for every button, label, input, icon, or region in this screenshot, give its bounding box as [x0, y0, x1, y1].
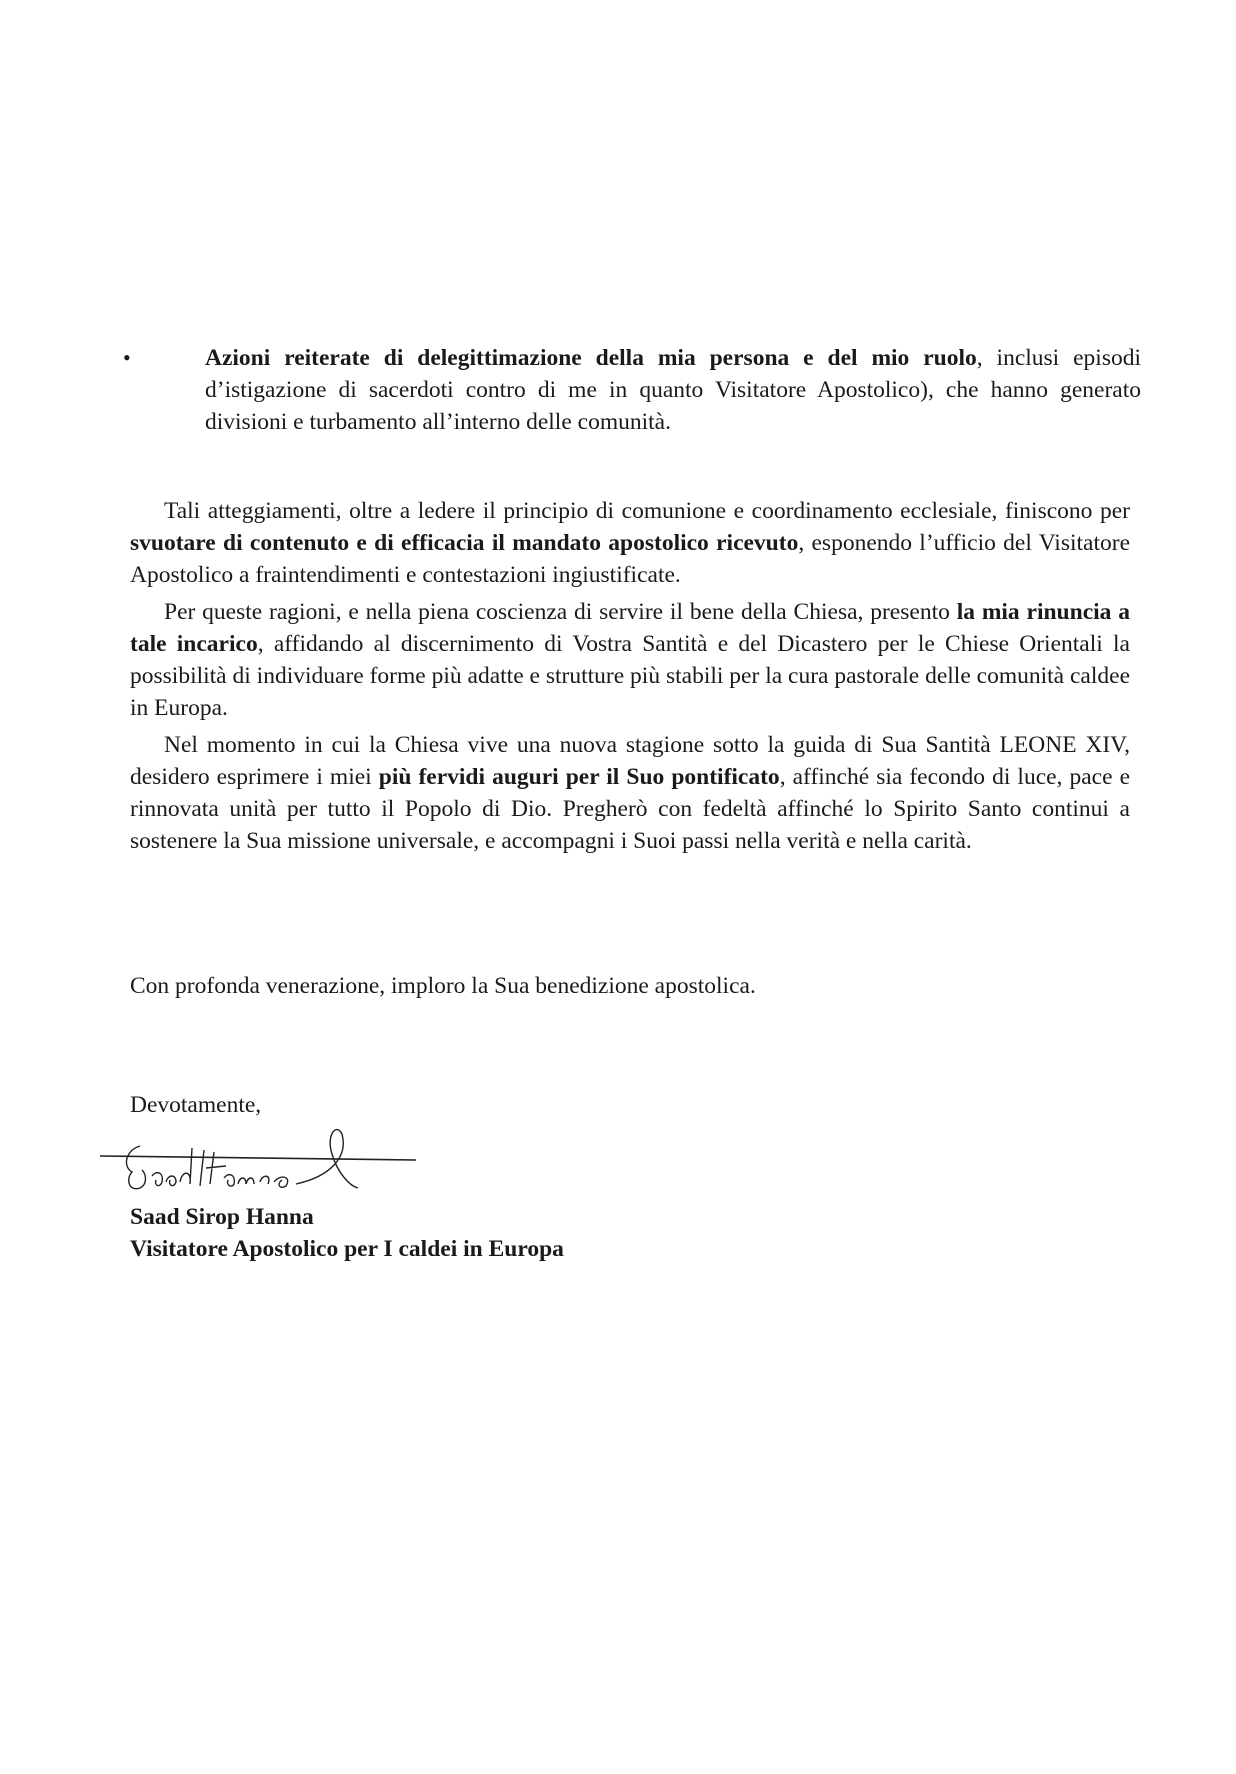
bullet-bold: Azioni reiterate di delegittimazione della mia persona e del mio ruolo: [205, 345, 977, 371]
para2-text-b: , affidando al discernimento di Vostra Santità e del Dicastero per le Chiese Orientali la possibilità di individuare forme più adatte e strutture più stabili per la cura pastorale delle comunità caldee in Europa.: [130, 631, 1130, 721]
bullet-rest: , inclusi episodi d’istigazione di sacerdoti contro di me in quanto Visitatore Apostolico), che hanno generato divisioni e turbamento all’interno delle comunità.: [205, 345, 1141, 435]
signer-name: Saad Sirop Hanna: [130, 1204, 314, 1230]
para2-bold: la mia rinuncia a tale incarico: [130, 599, 1130, 657]
paragraph-1: [130, 495, 1130, 591]
paragraph-3: [130, 729, 1130, 857]
para3-bold: più fervidi auguri per il Suo pontificato: [378, 764, 780, 790]
para1-text-a: Tali atteggiamenti, oltre a ledere il principio di comunione e coordinamento ecclesiale, finiscono per: [164, 498, 1130, 524]
paragraph-2: [130, 596, 1130, 724]
para3-text-a: Nel momento in cui la Chiesa vive una nuova stagione sotto la guida di Sua Santità LEONE XIV, desidero esprimere i miei: [130, 732, 1130, 790]
salutation: Devotamente,: [130, 1092, 262, 1118]
para1-text-b: , esponendo l’ufficio del Visitatore Apostolico a fraintendimenti e contestazioni ingiustificate.: [130, 530, 1130, 588]
signature-icon: [96, 1126, 426, 1206]
para2-text-a: Per queste ragioni, e nella piena coscienza di servire il bene della Chiesa, presento: [164, 599, 957, 625]
para1-bold: svuotare di contenuto e di efficacia il mandato apostolico ricevuto: [130, 530, 799, 556]
bullet-text: [205, 342, 1141, 438]
bullet-icon: •: [123, 345, 131, 370]
para3-text-b: , affinché sia fecondo di luce, pace e rinnovata unità per tutto il Popolo di Dio. Pregherò con fedeltà affinché lo Spirito Santo continui a sostenere la Sua missione universale, e accompagni i Suoi passi nella verità e nella carità.: [130, 764, 1131, 854]
closing-line: Con profonda venerazione, imploro la Sua benedizione apostolica.: [130, 973, 756, 999]
signer-title: Visitatore Apostolico per I caldei in Europa: [130, 1236, 564, 1262]
